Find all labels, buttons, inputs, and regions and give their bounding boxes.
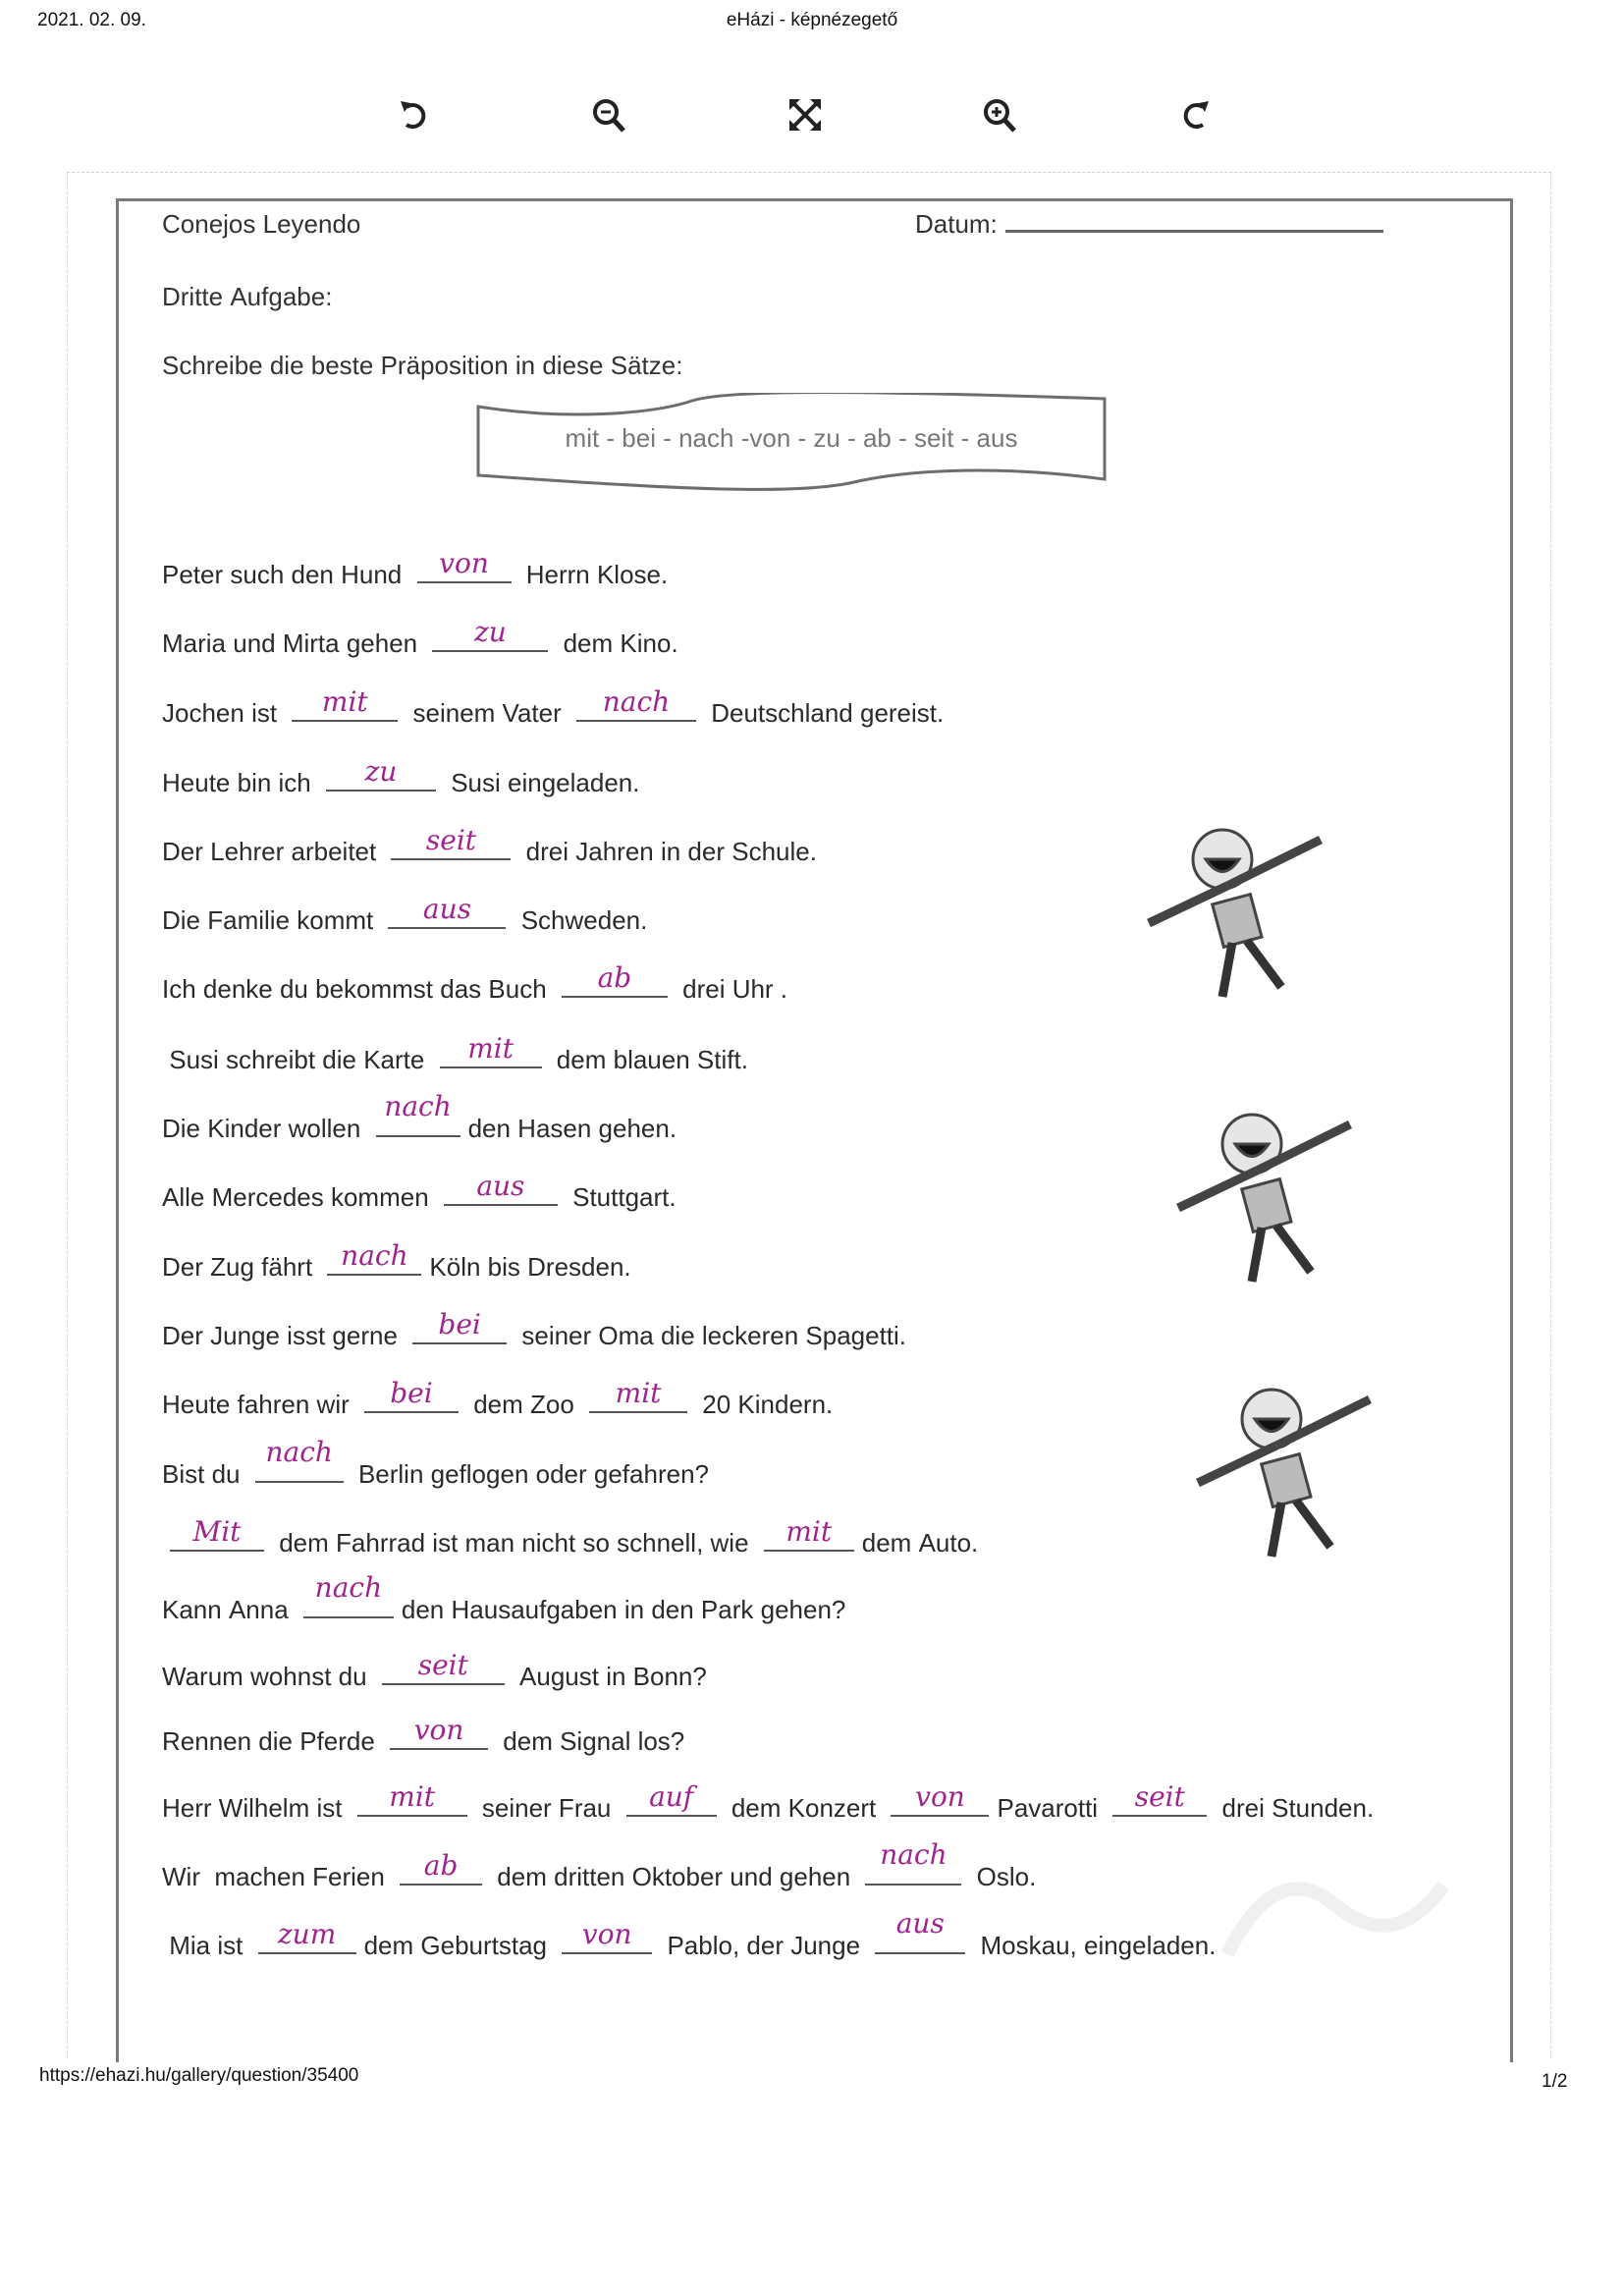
sentence-text: dem Signal los? bbox=[496, 1726, 685, 1756]
handwritten-answer: nach bbox=[314, 1571, 383, 1604]
rotate-left-icon bbox=[395, 95, 434, 135]
handwritten-answer: nach bbox=[602, 685, 671, 718]
sentence-text: Stuttgart. bbox=[565, 1182, 677, 1212]
zoom-in-button[interactable] bbox=[978, 93, 1021, 137]
sentence-text: drei Stunden. bbox=[1215, 1793, 1375, 1823]
exercise-sentence bbox=[162, 1649, 707, 1692]
sentence-text: dem Geburtstag bbox=[363, 1931, 555, 1960]
handwritten-answer: bei bbox=[438, 1308, 481, 1340]
sentence-text: Der Zug fährt bbox=[162, 1252, 320, 1282]
sentence-text: Bist du bbox=[162, 1459, 247, 1489]
handwritten-answer: nach bbox=[384, 1090, 452, 1122]
datum-label: Datum: bbox=[915, 209, 998, 239]
handwritten-answer: zu bbox=[473, 616, 507, 648]
handwritten-answer: mit bbox=[467, 1032, 514, 1065]
sentence-text: Warum wohnst du bbox=[162, 1662, 374, 1691]
page-number: 1/2 bbox=[1542, 2071, 1568, 2092]
sentence-text: Ich denke du bekommst das Buch bbox=[162, 974, 554, 1004]
handwritten-answer: Mit bbox=[192, 1515, 242, 1548]
answer-blank[interactable] bbox=[357, 1780, 467, 1817]
fullscreen-button[interactable] bbox=[784, 93, 827, 137]
answer-blank[interactable] bbox=[865, 1838, 961, 1886]
sentence-text: August in Bonn? bbox=[512, 1662, 707, 1691]
exercise-sentence bbox=[162, 1032, 748, 1075]
worksheet-brand: Conejos Leyendo bbox=[162, 209, 361, 239]
image-viewer-toolbar bbox=[0, 93, 1624, 142]
answer-blank[interactable] bbox=[364, 1377, 459, 1413]
sentence-text: Susi schreibt die Karte bbox=[162, 1045, 432, 1074]
sentence-text: Der Lehrer arbeitet bbox=[162, 837, 384, 866]
answer-blank[interactable] bbox=[376, 1090, 460, 1137]
exercise-sentence bbox=[162, 616, 678, 659]
exercise-sentence bbox=[162, 824, 817, 867]
page-title: eHázi - képnézegető bbox=[726, 10, 898, 30]
handwritten-answer: mit bbox=[615, 1377, 662, 1409]
handwritten-answer: aus bbox=[422, 893, 472, 925]
task-title: Dritte Aufgabe: bbox=[162, 282, 333, 311]
cartoon-kid-illustration bbox=[1129, 805, 1335, 1002]
answer-blank[interactable] bbox=[576, 685, 696, 722]
exercise-sentence bbox=[162, 755, 640, 798]
exercise-sentence bbox=[162, 1170, 677, 1213]
answer-blank[interactable] bbox=[417, 547, 512, 583]
sentence-text: Der Junge isst gerne bbox=[162, 1321, 406, 1350]
handwritten-answer: von bbox=[413, 1714, 464, 1746]
answer-blank[interactable] bbox=[390, 1714, 488, 1750]
sentence-text: dem Fahrrad ist man nicht so schnell, wie bbox=[272, 1528, 756, 1558]
sentence-text: Deutschland gereist. bbox=[704, 698, 945, 728]
sentence-text: dem blauen Stift. bbox=[549, 1045, 748, 1074]
sentence-text: drei Jahren in der Schule. bbox=[518, 837, 817, 866]
answer-blank[interactable] bbox=[292, 685, 398, 722]
answer-blank[interactable] bbox=[562, 1918, 652, 1954]
handwritten-answer: seit bbox=[425, 824, 477, 856]
sentence-text: dem dritten Oktober und gehen bbox=[490, 1862, 858, 1891]
answer-blank[interactable] bbox=[170, 1515, 264, 1552]
answer-blank[interactable] bbox=[382, 1649, 505, 1685]
sentence-text: drei Uhr . bbox=[675, 974, 788, 1004]
sentence-text: Oslo. bbox=[969, 1862, 1037, 1891]
handwritten-answer: nach bbox=[880, 1838, 947, 1871]
exercise-sentence bbox=[162, 961, 788, 1005]
handwritten-answer: mit bbox=[321, 685, 368, 718]
word-bank-banner bbox=[476, 393, 1107, 491]
sentence-text: dem Auto. bbox=[861, 1528, 979, 1558]
answer-blank[interactable] bbox=[391, 824, 511, 860]
answer-blank[interactable] bbox=[626, 1780, 717, 1817]
answer-blank[interactable] bbox=[326, 755, 436, 792]
sentence-text: Moskau, eingeladen. bbox=[973, 1931, 1217, 1960]
sentence-text: Peter such den Hund bbox=[162, 560, 409, 589]
sentence-text: den Hasen gehen. bbox=[467, 1114, 677, 1143]
exercise-sentence bbox=[162, 1838, 1037, 1892]
handwritten-answer: aus bbox=[895, 1907, 945, 1940]
sentence-text: seinem Vater bbox=[406, 698, 568, 728]
cartoon-kid-illustration bbox=[1159, 1090, 1365, 1286]
exercise-sentence bbox=[162, 547, 669, 590]
print-date: 2021. 02. 09. bbox=[37, 10, 146, 30]
exercise-sentence bbox=[162, 1780, 1375, 1824]
sentence-text: Berlin geflogen oder gefahren? bbox=[351, 1459, 709, 1489]
handwritten-answer: mit bbox=[785, 1515, 833, 1548]
handwritten-answer: aus bbox=[476, 1170, 525, 1202]
sentence-text: Köln bis Dresden. bbox=[429, 1252, 631, 1282]
sentence-text: Kann Anna bbox=[162, 1595, 296, 1624]
sentence-text: dem Konzert bbox=[724, 1793, 884, 1823]
sentence-text: Heute bin ich bbox=[162, 768, 318, 797]
word-bank-text: mit - bei - nach -von - zu - ab - seit - aus bbox=[565, 423, 1018, 453]
handwritten-answer: nach bbox=[265, 1436, 333, 1468]
exercise-sentence bbox=[162, 1436, 709, 1490]
exercise-sentence bbox=[162, 1239, 631, 1283]
zoom-out-button[interactable] bbox=[587, 93, 630, 137]
sentence-text: seiner Oma die leckeren Spagetti. bbox=[514, 1321, 907, 1350]
answer-blank[interactable] bbox=[400, 1849, 482, 1886]
answer-blank[interactable] bbox=[432, 616, 548, 652]
handwritten-answer: nach bbox=[341, 1239, 408, 1272]
exercise-sentence bbox=[162, 1090, 677, 1144]
sentence-text: Maria und Mirta gehen bbox=[162, 629, 425, 658]
handwritten-answer: von bbox=[439, 547, 489, 579]
handwritten-answer: zu bbox=[364, 755, 398, 788]
exercise-sentence bbox=[162, 1907, 1217, 1961]
rotate-right-icon bbox=[1175, 95, 1215, 135]
handwritten-answer: ab bbox=[597, 961, 632, 994]
answer-blank[interactable] bbox=[764, 1515, 854, 1552]
exercise-sentence bbox=[162, 685, 945, 729]
zoom-in-icon bbox=[980, 95, 1019, 135]
datum-blank-line bbox=[1005, 212, 1383, 233]
handwritten-answer: zum bbox=[277, 1918, 337, 1950]
sentence-text: den Hausaufgaben in den Park gehen? bbox=[401, 1595, 846, 1624]
answer-blank[interactable] bbox=[562, 961, 668, 998]
sentence-text: Die Familie kommt bbox=[162, 905, 381, 935]
zoom-out-icon bbox=[589, 95, 628, 135]
sentence-text: Herr Wilhelm ist bbox=[162, 1793, 350, 1823]
rotate-right-button[interactable] bbox=[1173, 93, 1217, 137]
answer-blank[interactable] bbox=[440, 1032, 542, 1068]
exercise-sentence bbox=[162, 1515, 979, 1558]
page-url: https://ehazi.hu/gallery/question/35400 bbox=[39, 2065, 359, 2086]
sentence-text: Herrn Klose. bbox=[518, 560, 669, 589]
exercise-sentence bbox=[162, 893, 648, 936]
handwritten-answer: ab bbox=[423, 1849, 459, 1882]
exercise-sentence bbox=[162, 1308, 907, 1351]
handwritten-answer: bei bbox=[390, 1377, 433, 1409]
answer-blank[interactable] bbox=[444, 1170, 558, 1206]
answer-blank[interactable] bbox=[891, 1780, 989, 1817]
sentence-text: 20 Kindern. bbox=[695, 1390, 834, 1419]
answer-blank[interactable] bbox=[875, 1907, 965, 1954]
instruction: Schreibe die beste Präposition in diese Sätze: bbox=[162, 351, 683, 380]
exercise-sentence bbox=[162, 1714, 685, 1757]
exercise-sentence bbox=[162, 1571, 846, 1625]
datum-field bbox=[915, 208, 1383, 240]
exercise-sentence bbox=[162, 1377, 834, 1420]
handwritten-answer: von bbox=[915, 1780, 965, 1813]
answer-blank[interactable] bbox=[388, 893, 506, 929]
cartoon-kid-illustration bbox=[1178, 1365, 1384, 1561]
answer-blank[interactable] bbox=[303, 1571, 394, 1618]
sentence-text: Jochen ist bbox=[162, 698, 285, 728]
sentence-text: dem Zoo bbox=[465, 1390, 582, 1419]
answer-blank[interactable] bbox=[327, 1239, 421, 1276]
answer-blank[interactable] bbox=[258, 1918, 356, 1954]
sentence-text: Susi eingeladen. bbox=[443, 768, 640, 797]
sentence-text: Die Kinder wollen bbox=[162, 1114, 368, 1143]
sentence-text: Mia ist bbox=[162, 1931, 250, 1960]
handwritten-answer: seit bbox=[417, 1649, 468, 1681]
answer-blank[interactable] bbox=[255, 1436, 344, 1483]
rotate-left-button[interactable] bbox=[393, 93, 436, 137]
handwritten-answer: mit bbox=[389, 1780, 436, 1813]
sentence-text: Alle Mercedes kommen bbox=[162, 1182, 436, 1212]
sentence-text: Schweden. bbox=[514, 905, 648, 935]
answer-blank[interactable] bbox=[412, 1308, 507, 1344]
sentence-text: seiner Frau bbox=[474, 1793, 619, 1823]
sentence-text: Pavarotti bbox=[997, 1793, 1106, 1823]
answer-blank[interactable] bbox=[589, 1377, 687, 1413]
sentence-text: Rennen die Pferde bbox=[162, 1726, 383, 1756]
fullscreen-icon bbox=[785, 95, 825, 135]
sentence-text: Wir machen Ferien bbox=[162, 1862, 393, 1891]
answer-blank[interactable] bbox=[1112, 1780, 1207, 1817]
sentence-text: dem Kino. bbox=[556, 629, 678, 658]
sentence-text: Pablo, der Junge bbox=[660, 1931, 868, 1960]
sentence-text: Heute fahren wir bbox=[162, 1390, 356, 1419]
handwritten-answer: von bbox=[581, 1918, 632, 1950]
watermark-logo bbox=[1218, 1846, 1453, 1974]
handwritten-answer: seit bbox=[1134, 1780, 1185, 1813]
handwritten-answer: auf bbox=[649, 1780, 694, 1813]
